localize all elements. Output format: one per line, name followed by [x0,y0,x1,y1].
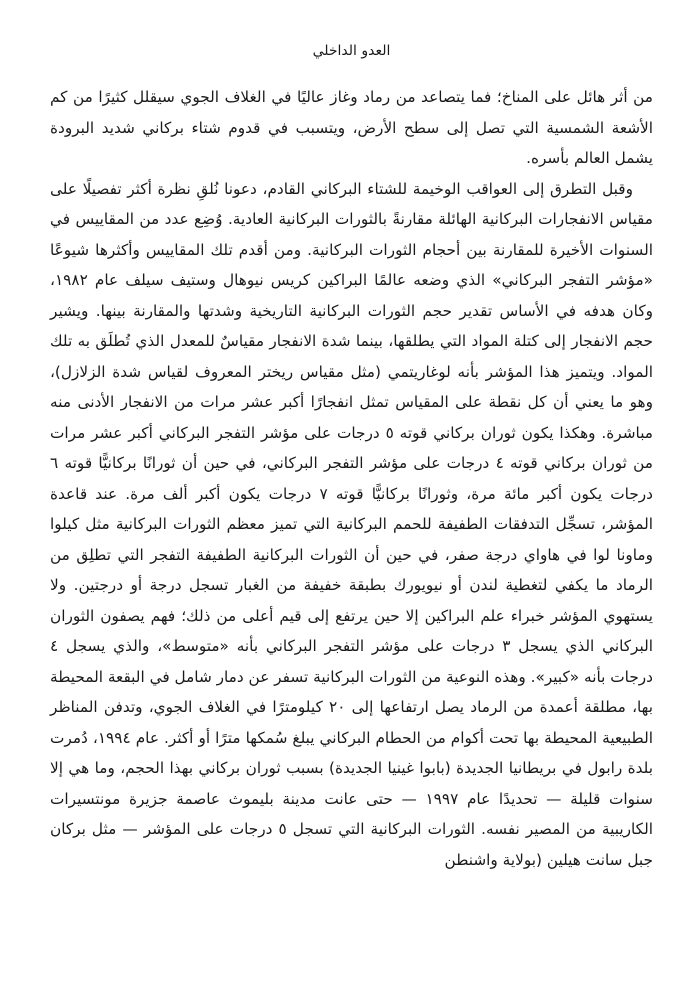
paragraph-continued: من أثر هائل على المناخ؛ فما يتصاعد من رماد وغاز عاليًا في الغلاف الجوي سيقلل كثيرًا من كم الأشعة الشمسية التي تصل إلى سطح الأرض، ويتسبب في قدوم شتاء بركاني شديد البرودة يشمل العالم بأسره. [50,88,653,167]
paragraph-main: وقبل التطرق إلى العواقب الوخيمة للشتاء البركاني القادم، دعونا نُلقِ نظرة أكثر تفصيلًا على مقياس الانفجارات البركانية الهائلة مقارنةً بالثورات البركانية العادية. وُضِع عدد من المقاييس في السنوات الأخيرة للمقارنة بين أحجام الثورات البركانية. ومن أقدم تلك المقاييس وأكثرها شيوعًا «مؤشر التفجر البركاني» الذي وضعه عالمًا البراكين كريس نيوهال وستيف سيلف عام ١٩٨٢، وكان هدفه في الأساس تقدير حجم الثورات البركانية التاريخية وشدتها والمقارنة بينها. ويشير حجم الانفجار إلى كتلة المواد التي يطلقها، بينما شدة الانفجار مقياسٌ للمعدل الذي تُطلَق به تلك المواد. ويتميز هذا المؤشر بأنه لوغاريتمي (مثل مقياس ريختر المعروف لقياس شدة الزلازل)، وهو ما يعني أن كل نقطة على المقياس تمثل انفجارًا أكبر عشر مرات من الانفجار الأدنى منه مباشرة. وهكذا يكون ثوران بركاني قوته ٥ درجات على مؤشر التفجر البركاني أكبر عشر مرات من ثوران بركاني قوته ٤ درجات على مؤشر التفجر البركاني، في حين أن ثورانًا بركانيًّا قوته ٦ درجات يكون أكبر مائة مرة، وثورانًا بركانيًّا قوته ٧ درجات يكون أكبر ألف مرة. عند قاعدة المؤشر، تسجِّل التدفقات الطفيفة للحمم البركانية التي تميز معظم الثورات البركانية مثل كيلوا وماونا لوا في هاواي درجة صفر، في حين أن الثورات البركانية الطفيفة التفجر التي تطلِق من الرماد ما يكفي لتغطية لندن أو نيويورك بطبقة خفيفة من الغبار تسجل درجة أو درجتين. ولا يستهوي المؤشر خبراء علم البراكين إلا حين يرتفع إلى قيم أعلى من ذلك؛ فهم يصفون الثوران البركاني الذي يسجل ٣ درجات على مؤشر التفجر البركاني بأنه «متوسط»، والذي يسجل ٤ درجات بأنه «كبير». وهذه النوعية من الثورات البركانية تسفر عن دمار شامل في البقعة المحيطة بها، مطلقة أعمدة من الرماد يصل ارتفاعها إلى ٢٠ كيلومترًا في الغلاف الجوي، وتدفن المناظر الطبيعية المحيطة بها تحت أكوام من الحطام البركاني يبلغ سُمكها مترًا أو أكثر. عام ١٩٩٤، دُمرت بلدة رابول في بريطانيا الجديدة (بابوا غينيا الجديدة) بسبب ثوران بركاني بهذا الحجم، وما هي إلا سنوات قليلة — تحديدًا عام ١٩٩٧ — حتى عانت مدينة بليموث عاصمة جزيرة مونتسيرات الكاريبية من المصير نفسه. الثورات البركانية التي تسجل ٥ درجات على المؤشر — مثل بركان جبل سانت هيلين (بولاية واشنطن [50,179,654,869]
book-page [50,40,653,980]
running-header: العدو الداخلي [312,43,391,59]
